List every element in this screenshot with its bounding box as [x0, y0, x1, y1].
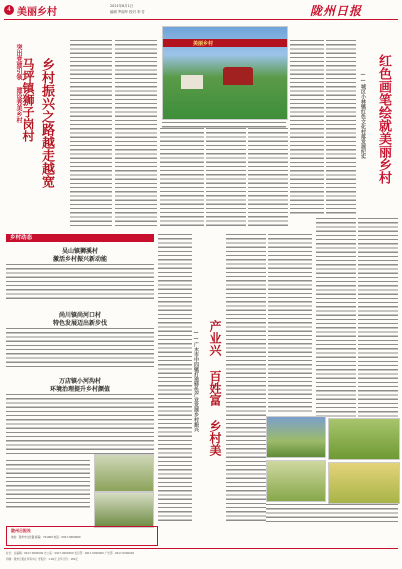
sidebar-item-2-body	[6, 328, 154, 368]
lead-subhead: 马坪镇狮子岗村	[21, 58, 35, 142]
sidebar-item-3-title: 万店镇小河沟村	[58, 378, 101, 385]
right-photo-3	[266, 460, 326, 502]
sidebar-title: 乡村动态	[10, 235, 33, 241]
red-monument	[223, 67, 253, 85]
sidebar-extra-body	[6, 460, 90, 510]
page-number-badge: 4	[4, 5, 14, 15]
footer-rule	[4, 548, 398, 549]
right-photo-4	[328, 462, 400, 504]
masthead-rule	[4, 19, 398, 20]
sidebar-item-2-subtitle: 特色发展迈出新步伐	[52, 320, 107, 327]
lead-body-col-2	[115, 40, 157, 226]
sidebar-item-3-body	[6, 394, 154, 456]
center-headline: 产业兴 百姓富 乡村美	[208, 320, 222, 456]
footer-box-title: 陇州日报社	[11, 528, 31, 533]
right-lower-col-2	[358, 218, 398, 418]
right-caption-col	[266, 504, 398, 524]
right-headline: 红色画笔绘就美丽乡村	[376, 54, 391, 184]
right-lower-col-1	[316, 218, 356, 418]
lead-body-col-1	[70, 40, 112, 226]
section-title: 美丽乡村	[17, 7, 57, 18]
paper-name: 陇州日报	[310, 4, 363, 18]
lead-kicker: 突出党建引领 建设秀美乡村	[15, 44, 22, 123]
sidebar-item-3-subtitle: 环境治理提升乡村颜值	[49, 386, 110, 393]
center-bottom-col-2	[226, 234, 266, 524]
editor-line: 编辑 罗丽华 校对 李 芳	[110, 10, 145, 14]
sidebar-item-2-title: 尚川镇尚河口村	[58, 312, 101, 319]
footer-line-2: 印刷：陇州日报社印务中心 零售价：1.00元 全年订价：180元	[6, 558, 79, 561]
right-photo-2	[328, 418, 400, 460]
sidebar-item-1-body	[6, 264, 154, 300]
right-body-col-b	[326, 40, 356, 216]
banner-building	[181, 75, 203, 89]
banner-overlay-text: 美丽乡村	[193, 41, 214, 47]
right-subhead: ——城区小林镇红色文化村落发展纪实	[360, 72, 366, 159]
center-bottom-col-1	[158, 234, 192, 524]
sidebar-item-1-title: 吴山镇狮溪村	[61, 248, 98, 255]
sidebar-title-bar	[6, 234, 154, 242]
banner-red-strip	[163, 39, 287, 47]
sidebar-item-1-subtitle: 激活乡村振兴新动能	[52, 256, 107, 263]
banner-photo	[162, 26, 288, 120]
center-body-col-2	[206, 128, 246, 228]
lead-headline: 乡村振兴之路越走越宽	[39, 58, 54, 188]
right-body-col-a	[290, 40, 324, 216]
center-subhead: ——广木市中四镇打造特色产业发展乡村振兴	[193, 330, 199, 432]
sidebar-photo-2	[94, 492, 154, 528]
date-line: 2021年6月1日	[110, 4, 134, 8]
sidebar-photo-1	[94, 454, 154, 492]
center-body-col-3	[248, 128, 288, 228]
footer-box	[6, 526, 158, 546]
center-body-col-1	[160, 128, 204, 228]
center-bottom-col-3	[268, 234, 312, 414]
right-photo-1	[266, 416, 326, 458]
footer-address: 地址：陇州市文化路 邮编：721000 电话：0917-0000000	[11, 536, 81, 539]
footer-line-1: 社长：总编辑：0917-0000000 办公室：0917-0000000 发行部：0917-0000000 广告部：0917-0000000	[6, 552, 135, 555]
